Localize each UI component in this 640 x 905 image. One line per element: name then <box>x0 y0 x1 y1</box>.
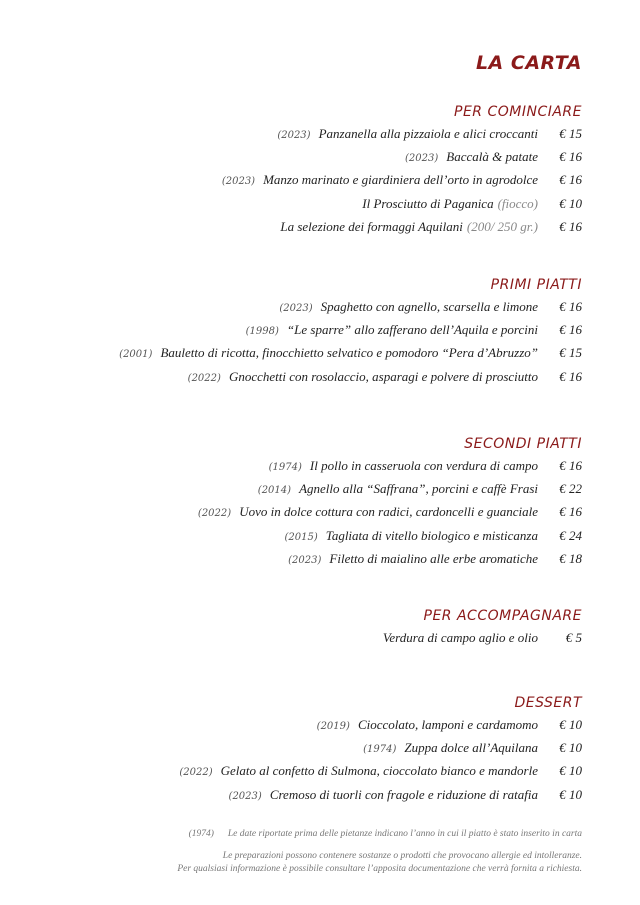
menu-item <box>60 369 582 392</box>
item-price: € 15 <box>559 345 582 361</box>
item-price: € 10 <box>559 195 582 211</box>
item-dish: Manzo marinato e giardiniera dell’orto in agrodolce <box>263 172 538 188</box>
item-dish: Panzanella alla pizzaiola e alici croccanti <box>318 126 538 141</box>
item-year: (2023) <box>228 790 262 802</box>
menu-item <box>60 630 582 653</box>
item-price: € 5 <box>565 630 582 645</box>
section-title: PER ACCOMPAGNARE <box>423 608 582 624</box>
item-dish: Cioccolato, lamponi e cardamomo <box>357 717 538 732</box>
item-dish: Gnocchetti con rosolaccio, asparagi e polvere di prosciutto <box>228 368 538 384</box>
footer-allergy-line-2: Per qualsiasi informazione è possibile consultare l’apposita documentazione che verrà fornita a richiesta. <box>177 864 582 874</box>
item-year: (2015) <box>284 531 318 543</box>
footer-allergy-line-1: Le preparazioni possono contenere sostanze o prodotti che provocano allergie ed intolleranze. <box>222 851 582 861</box>
item-dish: Spaghetto con agnello, scarsella e limone <box>320 299 538 314</box>
item-dish: Filetto di maialino alle erbe aromatiche <box>329 550 538 566</box>
item-year: (2023) <box>279 303 313 314</box>
item-dish: Verdura di campo aglio e olio <box>382 630 538 645</box>
item-year: (1974) <box>363 744 397 756</box>
item-dish: Tagliata di vitello biologico e misticanza <box>325 527 538 543</box>
item-dish: Il Prosciutto di Paganica <box>362 195 494 211</box>
menu-item <box>60 763 582 786</box>
item-year: (2022) <box>187 372 221 384</box>
section-title: PRIMI PIATTI <box>490 277 582 293</box>
item-price: € 24 <box>559 527 582 543</box>
item-year: (2022) <box>179 767 213 779</box>
menu-item <box>60 717 582 740</box>
item-year: (2019) <box>316 721 350 732</box>
item-price: € 22 <box>559 481 582 497</box>
item-price: € 18 <box>559 550 582 566</box>
item-note: (200/ 250 gr.) <box>466 218 538 234</box>
item-dish: Zuppa dolce all’Aquilana <box>404 740 538 756</box>
item-price: € 16 <box>559 368 582 384</box>
item-dish: La selezione dei formaggi Aquilani <box>280 218 463 234</box>
item-dish: Cremoso di tuorli con fragole e riduzione di ratafia <box>269 786 538 802</box>
item-dish: “Le sparre” allo zafferano dell’Aquila e porcini <box>286 322 538 338</box>
item-price: € 16 <box>559 504 582 520</box>
item-dish: Agnello alla “Saffrana”, porcini e caffè Frasi <box>299 481 538 497</box>
menu-item <box>60 787 582 810</box>
item-price: € 15 <box>559 126 582 141</box>
item-dish: Gelato al confetto di Sulmona, cioccolato bianco e mandorle <box>220 763 538 779</box>
footer-year-example: (1974) <box>188 829 214 839</box>
item-dish: Uovo in dolce cottura con radici, cardoncelli e guanciale <box>239 504 538 520</box>
item-year: (2022) <box>197 508 232 520</box>
item-dish: Il pollo in casseruola con verdura di campo <box>309 458 538 473</box>
item-price: € 16 <box>559 149 582 165</box>
menu-item <box>60 740 582 763</box>
menu-section <box>60 608 582 653</box>
menu-section <box>60 277 582 392</box>
menu-item <box>60 126 582 149</box>
footer-year-text: Le date riportate prima delle pietanze indicano l’anno in cui il piatto è stato inserito in carta <box>227 829 582 839</box>
menu-item <box>60 299 582 322</box>
item-price: € 10 <box>559 740 582 756</box>
menu-section <box>60 436 582 574</box>
item-year: (2001) <box>119 349 153 361</box>
item-price: € 10 <box>559 717 582 732</box>
item-price: € 16 <box>559 458 582 473</box>
section-title: SECONDI PIATTI <box>464 436 582 452</box>
menu-item <box>60 196 582 219</box>
item-price: € 16 <box>559 218 582 234</box>
footer-year-note <box>60 829 582 839</box>
item-year: (2014) <box>257 485 292 497</box>
menu-item <box>60 458 582 481</box>
item-price: € 10 <box>559 763 582 779</box>
item-price: € 16 <box>559 322 582 338</box>
section-title: PER COMINCIARE <box>454 104 582 120</box>
menu-item <box>60 172 582 195</box>
menu-item <box>60 219 582 242</box>
menu-item <box>60 528 582 551</box>
menu-section <box>60 104 582 242</box>
item-year: (2023) <box>405 153 439 165</box>
item-year: (2023) <box>277 130 311 141</box>
menu-item <box>60 322 582 345</box>
menu-item <box>60 551 582 574</box>
item-year: (2023) <box>221 176 256 188</box>
item-price: € 16 <box>559 172 582 188</box>
menu-item <box>60 149 582 172</box>
item-year: (1998) <box>245 326 279 338</box>
menu-section <box>60 695 582 810</box>
item-price: € 10 <box>559 786 582 802</box>
section-title: DESSERT <box>514 695 582 711</box>
item-year: (2023) <box>288 554 322 566</box>
item-note: (fiocco) <box>497 195 538 211</box>
menu-item <box>60 481 582 504</box>
item-dish: Baccalà & patate <box>446 149 538 165</box>
item-price: € 16 <box>559 299 582 314</box>
item-dish: Bauletto di ricotta, finocchietto selvatico e pomodoro “Pera d’Abruzzo” <box>160 345 538 361</box>
menu-title: LA CARTA <box>475 52 582 74</box>
menu-item <box>60 345 582 368</box>
item-year: (1974) <box>268 462 302 473</box>
menu-item <box>60 504 582 527</box>
